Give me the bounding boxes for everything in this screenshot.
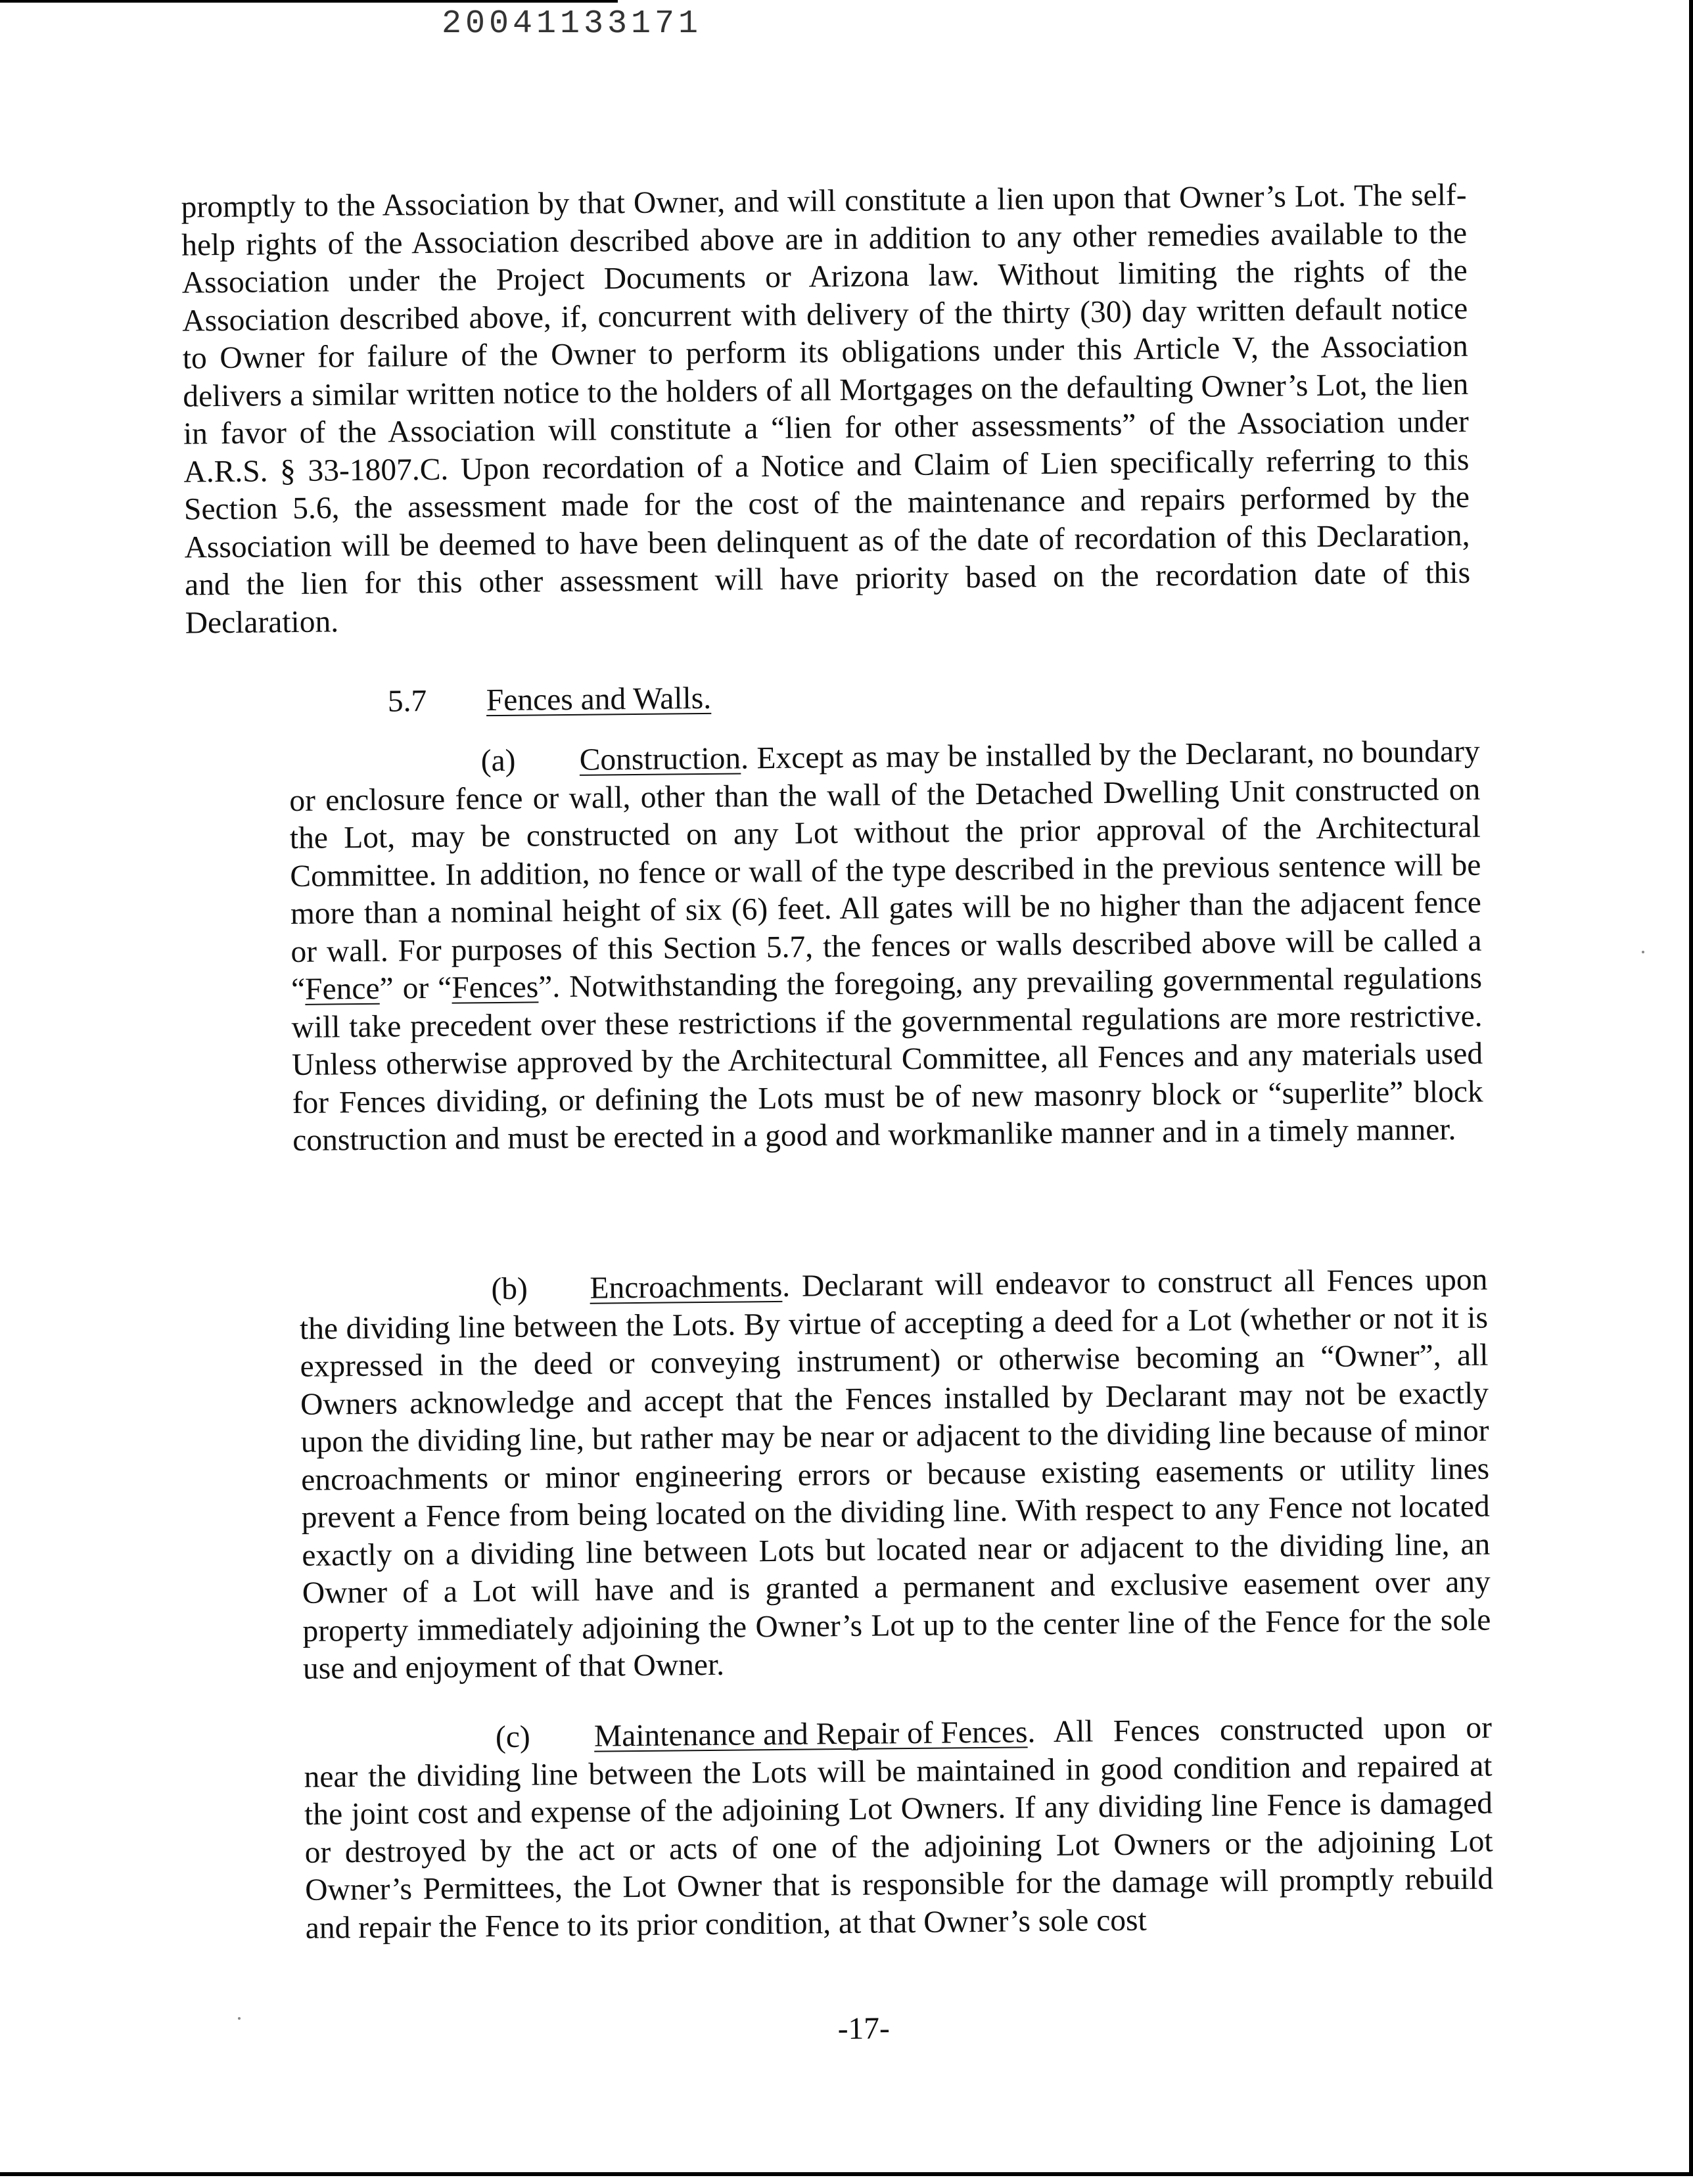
subsection-maintenance [304, 1710, 1494, 1947]
subsection-text: ”. Notwithstanding the foregoing, any prevailing governmental regulations will take precedent over these restrictions if the governmental regulations are more restrictive. Unless otherwise approved by the Architectural Committee, all Fences and any materials used for Fences dividing, or defining the Lots must be of new masonry block or “superlite” block construction and must be erected in a good and workmanlike manner and in a timely manner. [291, 961, 1483, 1158]
section-number: 5.7 [387, 684, 427, 719]
subsection-title: Maintenance and Repair of Fences [593, 1715, 1028, 1754]
subsection-title: Construction [579, 741, 741, 777]
subsection-text: . Declarant will endeavor to construct all Fences upon the dividing line between the Lots. By virtue of accepting a deed for a Lot (whether or not it is expressed in the deed or conveying instrument) or otherwise becoming an “Owner”, all Owners acknowledge and accept that the Fences installed by Declarant may not be exactly upon the dividing line, but rather may be near or adjacent to the dividing line because of minor encroachments or minor engineering errors or because existing easements or utility lines prevent a Fence from being located on the dividing line. With respect to any Fence not located exactly on a dividing line between Lots but located near or adjacent to the dividing line, an Owner of a Lot will have and is granted a permanent and exclusive easement over any property immediately adjoining the Owner’s Lot up to the center line of the Fence for the sole use and enjoyment of that Owner. [299, 1262, 1491, 1686]
subsection-text: . Except as may be installed by the Declarant, no boundary or enclosure fence or wall, other than the wall of the Detached Dwelling Unit constructed on the Lot, may be constructed on any Lot without the prior approval of the Architectural Committee. In addition, no fence or wall of the type described in the previous sentence will be more than a nominal height of six (6) feet. All gates will be no higher than the adjacent fence or wall. For purposes of this Section 5.7, the fences or walls described above will be called a “ [289, 734, 1482, 1007]
defined-term-fence: Fence [304, 971, 380, 1007]
section-heading [388, 680, 712, 721]
subsection-text: ” or “ [379, 970, 452, 1006]
page-number: -17- [837, 2011, 891, 2047]
intro-paragraph: promptly to the Association by that Owner, and will constitute a lien upon that Owner’s Lot. The self-help rights of the Association described above are in addition to any other remedies available to the Association under the Project Documents or Arizona law. Without limiting the rights of the Association described above, if, concurrent with delivery of the thirty (30) day written default notice to Owner for failure of the Owner to perform its obligations under this Article V, the Association delivers a similar written notice to the holders of all Mortgages on the defaulting Owner’s Lot, the lien in favor of the Association will constitute a “lien for other assessments” of the Association under A.R.S. § 33-1807.C. Upon recordation of a Notice and Claim of Lien specifically referring to this Section 5.6, the assessment made for the cost of the maintenance and repairs performed by the Association will be deemed to have been delinquent as of the date of recordation of this Declaration, and the lien for this other assessment will have priority based on the recordation date of this Declaration. [181, 177, 1471, 641]
subsection-label: (a) [480, 743, 516, 779]
scan-speck [238, 2017, 241, 2020]
scan-speck [1642, 951, 1644, 953]
subsection-title: Encroachments [590, 1269, 783, 1306]
recording-number: 20041133171 [441, 5, 703, 43]
subsection-label: (c) [495, 1719, 530, 1755]
section-title: Fences and Walls. [486, 681, 712, 718]
subsection-encroachments [299, 1262, 1491, 1689]
subsection-construction [289, 733, 1483, 1160]
subsection-label: (b) [491, 1271, 528, 1307]
defined-term-fences: Fences [452, 970, 539, 1005]
scan-top-edge [0, 0, 618, 3]
subsection-text: . All Fences constructed upon or near the dividing line between the Lots will be maintained in good condition and repaired at the joint cost and expense of the adjoining Lot Owners. If any dividing line Fence is damaged or destroyed by the act or acts of one of the adjoining Lot Owners or the adjoining Lot Owner’s Permittees, the Lot Owner that is responsible for the damage will promptly rebuild and repair the Fence to its prior condition, at that Owner’s sole cost [304, 1710, 1494, 1945]
